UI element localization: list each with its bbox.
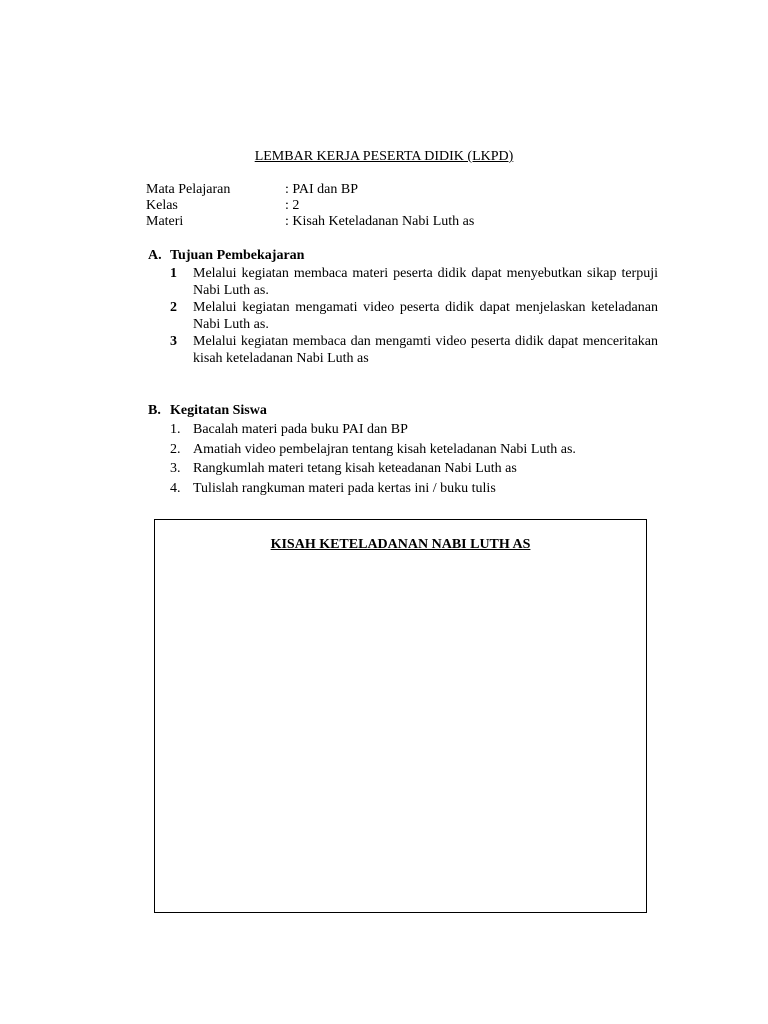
item-number: 1	[170, 266, 177, 281]
info-label: Materi	[146, 214, 184, 229]
info-label: Mata Pelajaran	[146, 182, 231, 197]
list-item	[170, 441, 658, 461]
info-row-subject	[146, 182, 474, 198]
item-text: Tulislah rangkuman materi pada kertas ini / buku tulis	[193, 480, 496, 496]
info-row-material	[146, 214, 474, 230]
item-number: 3.	[170, 461, 181, 476]
info-block	[146, 182, 474, 230]
item-number: 4.	[170, 480, 181, 496]
list-item	[170, 480, 658, 500]
info-value: : 2	[285, 198, 300, 213]
list-item	[170, 265, 658, 299]
objectives-list	[170, 265, 658, 367]
item-number: 2.	[170, 441, 181, 457]
item-text: Melalui kegiatan mengamati video peserta didik dapat menjelaskan keteladanan Nabi Luth as.	[193, 300, 658, 332]
section-letter: A.	[148, 248, 162, 263]
item-number: 1.	[170, 422, 181, 437]
list-item	[170, 299, 658, 333]
info-value: : Kisah Keteladanan Nabi Luth as	[285, 214, 475, 229]
section-letter: B.	[148, 403, 161, 418]
list-item	[170, 460, 658, 480]
section-title: Kegitatan Siswa	[170, 403, 267, 418]
info-label: Kelas	[146, 198, 178, 213]
document-title: LEMBAR KERJA PESERTA DIDIK (LKPD)	[254, 149, 514, 164]
activities-list	[170, 421, 658, 499]
summary-box	[154, 519, 647, 913]
section-b-heading	[148, 402, 267, 419]
item-text: Bacalah materi pada buku PAI dan BP	[193, 422, 408, 437]
info-row-class	[146, 198, 474, 214]
section-a-heading	[148, 247, 304, 264]
list-item	[170, 333, 658, 367]
item-number: 2	[170, 300, 177, 315]
info-value: : PAI dan BP	[285, 182, 359, 197]
box-title: KISAH KETELADANAN NABI LUTH AS	[270, 537, 531, 552]
item-text: Melalui kegiatan membaca materi peserta didik dapat menyebutkan sikap terpuji Nabi Luth as.	[193, 266, 658, 298]
item-text: Rangkumlah materi tetang kisah keteadanan Nabi Luth as	[193, 461, 517, 476]
item-number: 3	[170, 334, 177, 349]
item-text: Melalui kegiatan membaca dan mengamti video peserta didik dapat menceritakan kisah keteladanan Nabi Luth as	[193, 334, 658, 366]
list-item	[170, 421, 658, 441]
item-text: Amatiah video pembelajran tentang kisah keteladanan Nabi Luth as.	[193, 441, 576, 457]
section-title: Tujuan Pembekajaran	[170, 248, 305, 263]
